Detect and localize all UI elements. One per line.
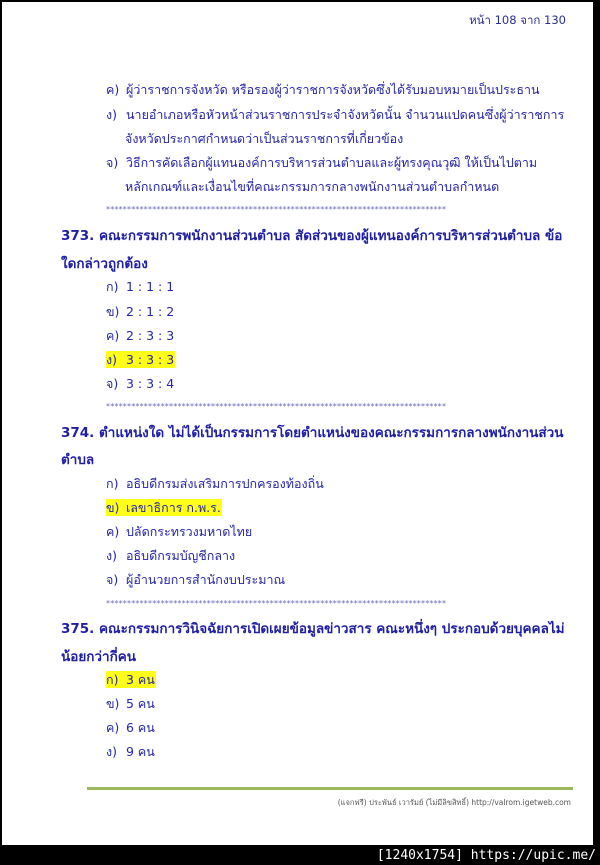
option-text: นายอำเภอหรือหัวหน้าส่วนราชการประจำจังหวัดนั้น จำนวนแปดคนซึ่งผู้ว่าราชการ [126,107,565,122]
option-label: ข) [106,696,120,711]
option-text: 5 คน [126,696,155,711]
q373-option-a [106,278,174,296]
option-text: เลขาธิการ ก.พ.ร. [126,500,221,515]
option-label: ก) [106,476,119,491]
option-label: ข) [106,304,120,319]
option-label: ง) [106,548,117,563]
option-text: 3 : 3 : 4 [126,376,175,391]
option-label: จ) [106,376,119,391]
option-text: วิธีการคัดเลือกผู้แทนองค์การบริหารส่วนตำบลและผู้ทรงคุณวุฒิ ให้เป็นไปตาม [126,155,538,170]
option-text: 1 : 1 : 1 [126,279,175,294]
option-label: ก) [106,279,119,294]
option-continuation: จังหวัดประกาศกำหนดว่าเป็นส่วนราชการที่เกี่ยวข้อง [125,131,404,146]
option-label: จ) [106,572,119,587]
q374-option-c [106,523,252,541]
option-text: 2 : 3 : 3 [126,328,175,343]
answer-highlight [106,351,175,368]
q375-option-b [106,695,155,713]
option-text: 3 : 3 : 3 [126,352,175,367]
option-label: ค) [106,524,120,539]
q375-option-d [106,743,155,761]
option-text: 6 คน [126,720,155,735]
option-label: ง) [106,744,117,759]
q374-option-e [106,571,285,589]
q375-option-a-answer [106,671,156,689]
footer-rule [87,787,573,790]
q373-option-d-answer [106,351,175,369]
option-c [106,81,540,99]
option-continuation: หลักเกณฑ์และเงื่อนไขที่คณะกรรมการกลางพนักงานส่วนตำบลกำหนด [125,179,500,194]
footer-credit: (แจกฟรี) ประพันธ์ เวารัมย์ (ไม่มีลิขสิทธิ์) http://valrom.igetweb.com [337,798,571,807]
option-label: ง) [106,107,117,122]
option-label: ค) [106,720,120,735]
answer-highlight [106,499,222,516]
q373-option-e [106,375,174,393]
question-375-line2: น้อยกว่ากี่คน [61,649,137,665]
q373-option-c [106,327,174,345]
question-374-line2: ตำบล [61,452,95,468]
q375-option-c [106,719,155,737]
option-text: 2 : 1 : 2 [126,304,175,319]
page-indicator: หน้า 108 จาก 130 [469,13,566,27]
q374-option-a [106,475,324,493]
option-text: 3 คน [126,672,155,687]
option-text: อธิบดีกรมบัญชีกลาง [126,548,236,563]
divider: ********************************************************************************* [106,599,447,608]
option-text: อธิบดีกรมส่งเสริมการปกครองท้องถิ่น [126,476,324,491]
option-text: 9 คน [126,744,155,759]
option-text: ปลัดกระทรวงมหาดไทย [126,524,253,539]
divider: ********************************************************************************* [106,205,447,214]
option-label: ค) [106,82,120,97]
option-label: ง) [106,352,117,367]
question-374-line1: 374. ตำแหน่งใด ไม่ได้เป็นกรรมการโดยตำแหน่งของคณะกรรมการกลางพนักงานส่วน [61,425,564,441]
divider: ********************************************************************************* [106,402,447,411]
question-375-line1: 375. คณะกรรมการวินิจฉัยการเปิดเผยข้อมูลข่าวสาร คณะหนึ่งๆ ประกอบด้วยบุคคลไม่ [61,621,565,637]
option-label: ค) [106,328,120,343]
image-watermark: [1240x1754] https://upic.me/ [376,848,596,863]
option-text: ผู้ว่าราชการจังหวัด หรือรองผู้ว่าราชการจังหวัดซึ่งได้รับมอบหมายเป็นประธาน [126,82,540,97]
document-page [2,2,593,845]
q374-option-b-answer [106,499,222,517]
answer-highlight [106,671,156,688]
option-label: ข) [106,500,120,515]
question-373-line1: 373. คณะกรรมการพนักงานส่วนตำบล สัดส่วนของผู้แทนองค์การบริหารส่วนตำบล ข้อ [61,228,563,244]
option-label: จ) [106,155,119,170]
option-text: ผู้อำนวยการสำนักงบประมาณ [126,572,286,587]
question-373-line2: ใดกล่าวถูกต้อง [61,256,148,272]
option-e [106,154,537,172]
q374-option-d [106,547,235,565]
q373-option-b [106,303,174,321]
option-d [106,106,564,124]
option-label: ก) [106,672,119,687]
